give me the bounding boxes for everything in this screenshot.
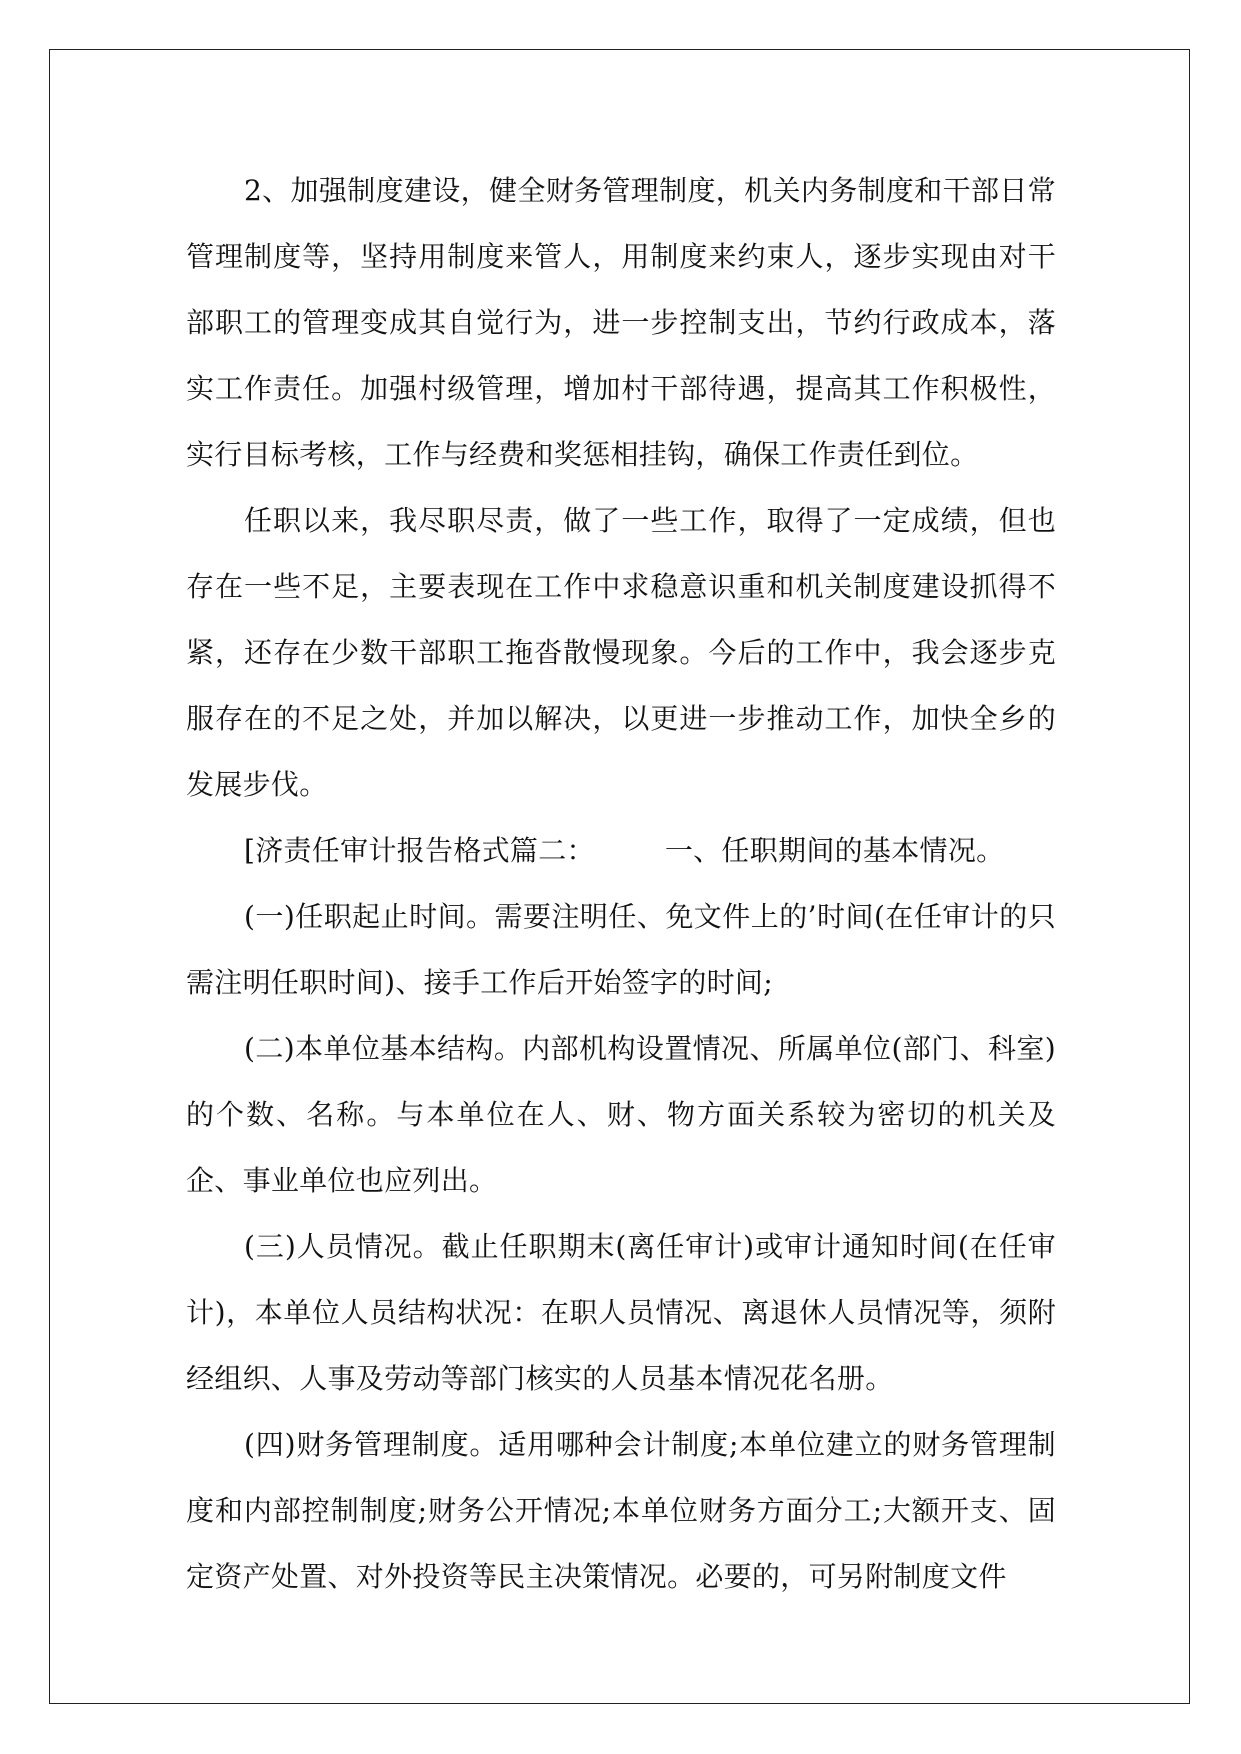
heading-subtitle: 一、任职期间的基本情况。 — [664, 834, 1005, 867]
paragraph-personnel: (三)人员情况。截止任职期末(离任审计)或审计通知时间(在任审计)，本单位人员结构状况：在职人员情况、离退休人员情况等，须附经组织、人事及劳动等部门核实的人员基本情况花名册。 — [186, 1230, 1056, 1395]
paragraph-financial-system: (四)财务管理制度。适用哪种会计制度;本单位建立的财务管理制度和内部控制制度;财务公开情况;本单位财务方面分工;大额开支、固定资产处置、对外投资等民主决策情况。必要的，可另附制度文件 — [186, 1428, 1056, 1593]
paragraph-tenure-dates: (一)任职起止时间。需要注明任、免文件上的’时间(在任审计的只需注明任职时间)、接手工作后开始签字的时间; — [186, 900, 1056, 999]
paragraph-system-building: 2、加强制度建设，健全财务管理制度，机关内务制度和干部日常管理制度等，坚持用制度来管人，用制度来约束人，逐步实现由对干部职工的管理变成其自觉行为，进一步控制支出，节约行政成本，落实工作责任。加强村级管理，增加村干部待遇，提高其工作积极性，实行目标考核，工作与经费和奖惩相挂钩，确保工作责任到位。 — [186, 174, 1056, 471]
document-body — [186, 158, 1056, 1610]
paragraph-unit-structure: (二)本单位基本结构。内部机构设置情况、所属单位(部门、科室)的个数、名称。与本单位在人、财、物方面关系较为密切的机关及企、事业单位也应列出。 — [186, 1032, 1056, 1197]
section-heading — [186, 818, 1056, 884]
heading-title: [济责任审计报告格式篇二： — [244, 834, 595, 867]
paragraph-self-assessment: 任职以来，我尽职尽责，做了一些工作，取得了一定成绩，但也存在一些不足，主要表现在工作中求稳意识重和机关制度建设抓得不紧，还存在少数干部职工拖沓散慢现象。今后的工作中，我会逐步克服存在的不足之处，并加以解决，以更进一步推动工作，加快全乡的发展步伐。 — [186, 504, 1056, 801]
